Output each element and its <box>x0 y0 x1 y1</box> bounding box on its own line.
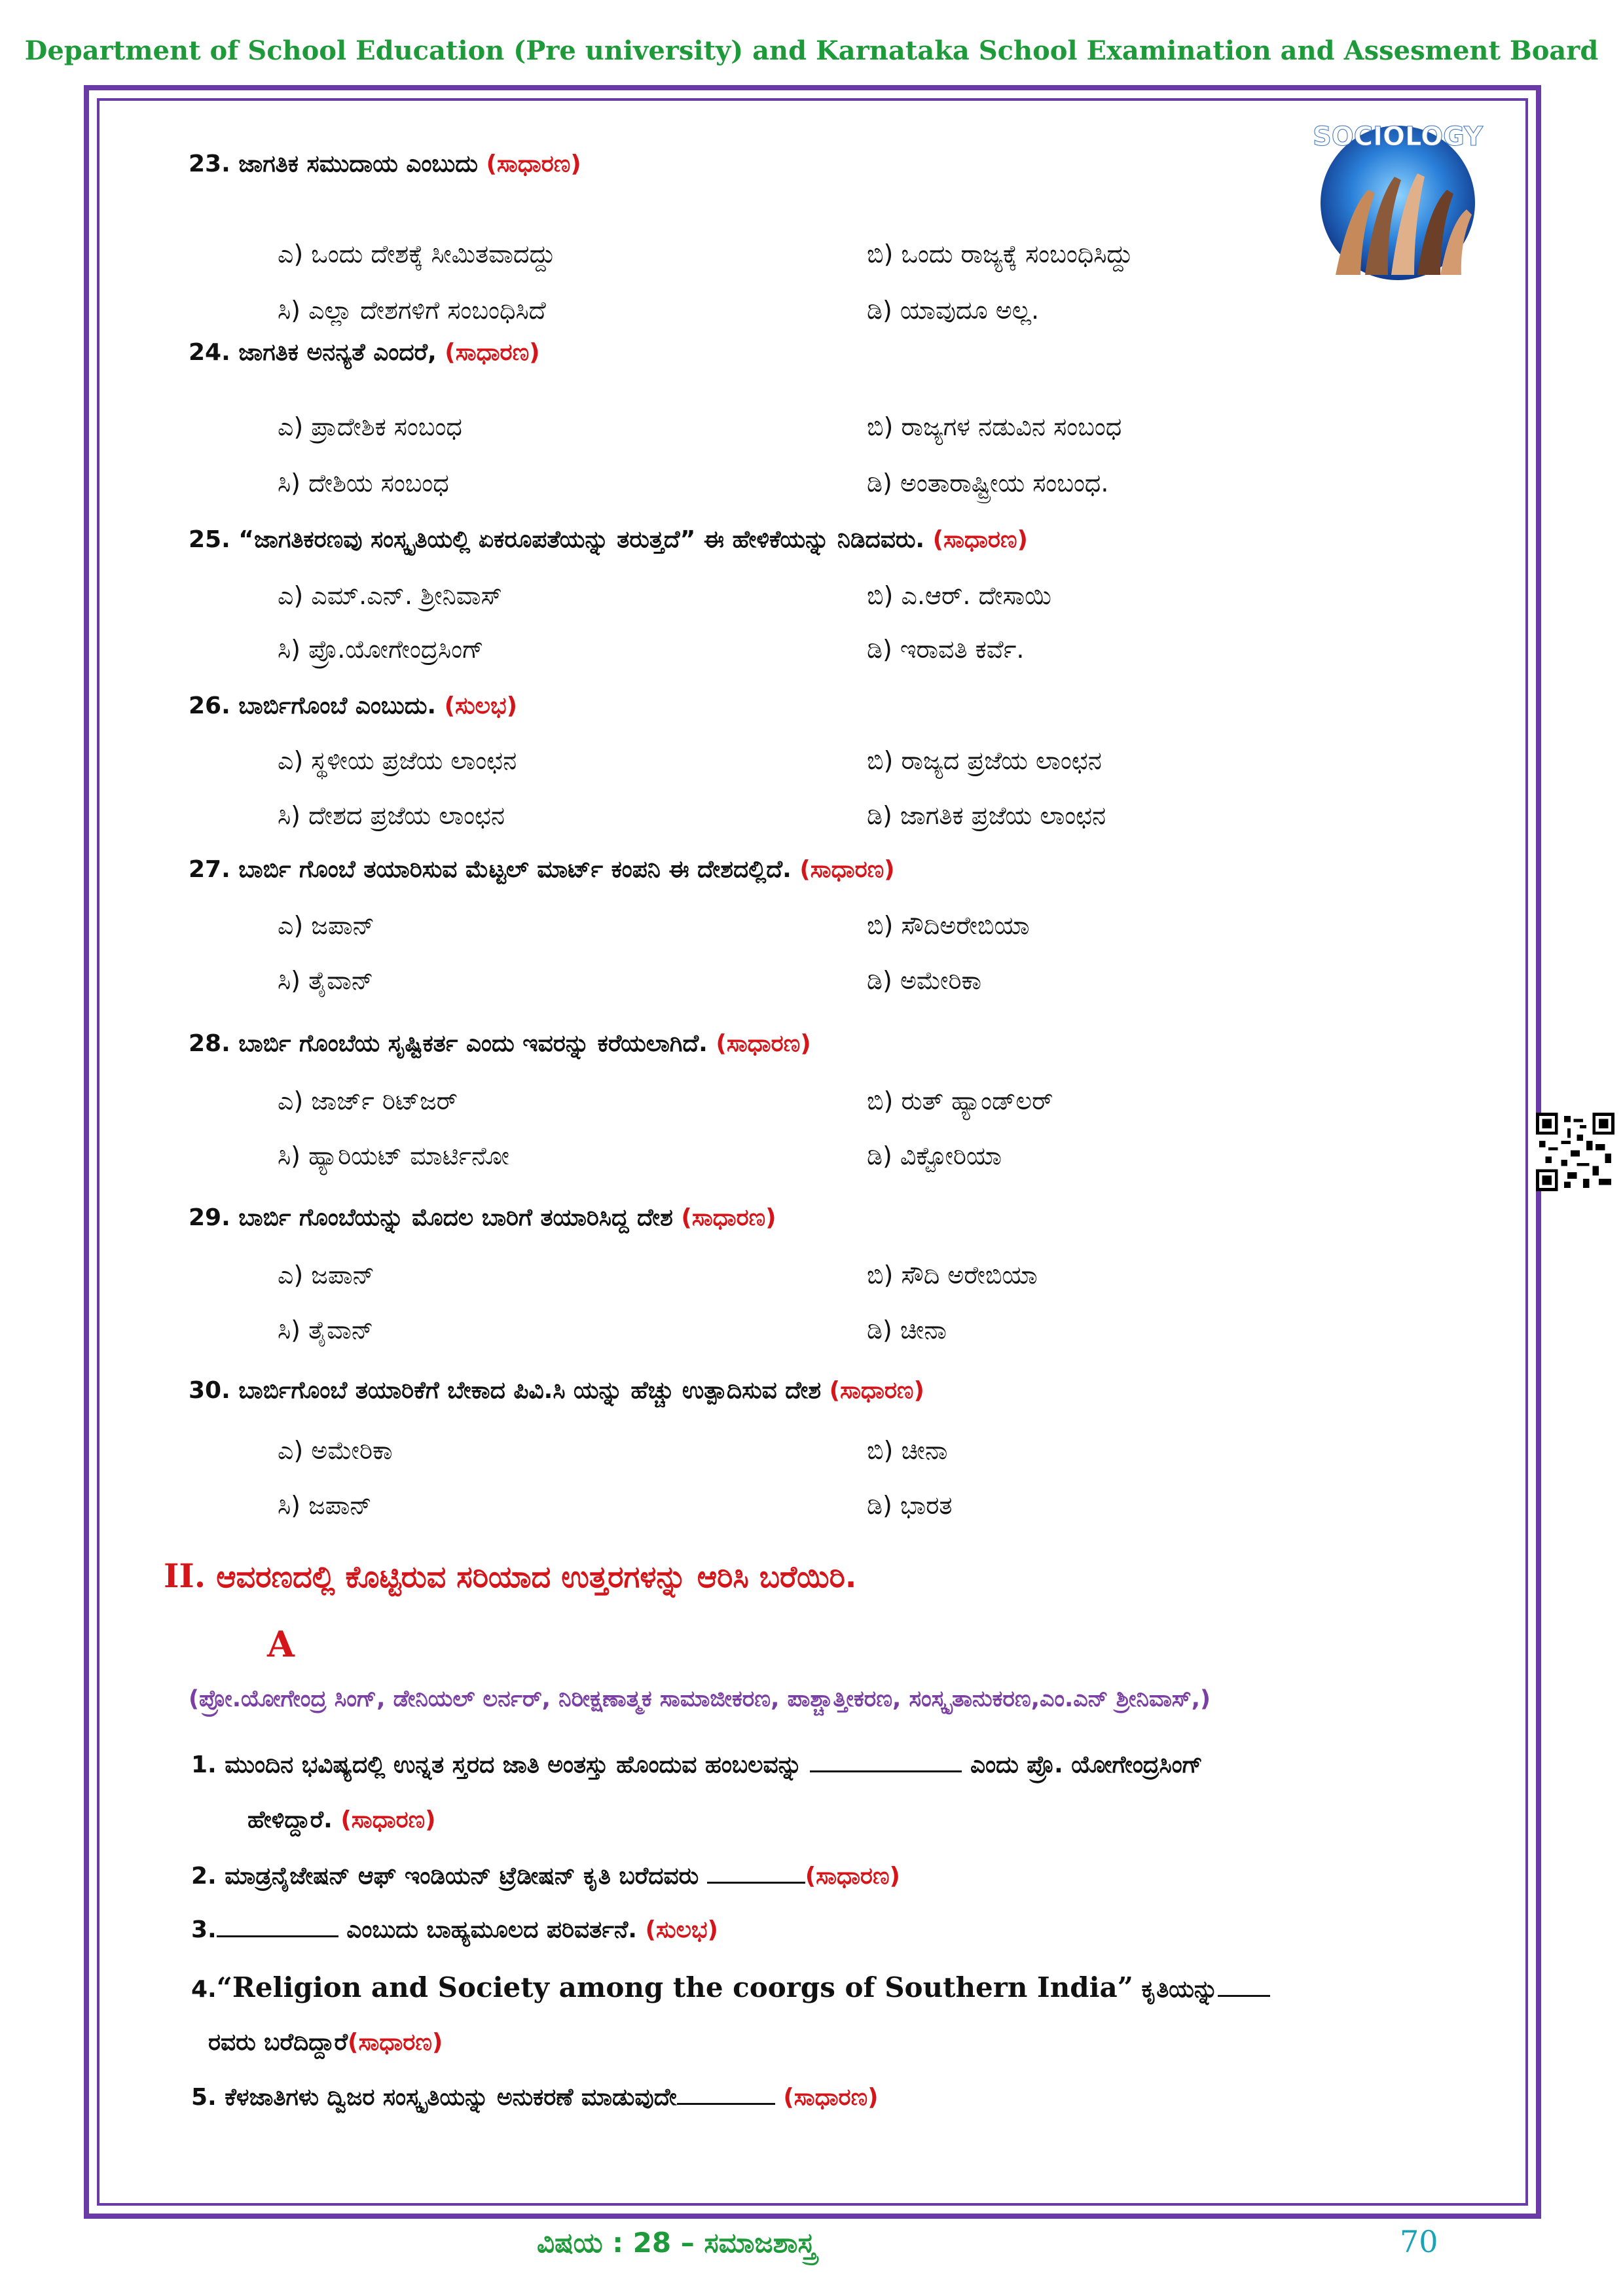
answer-blank <box>217 1935 338 1937</box>
q27-option-d: ಡಿ) ಅಮೇರಿಕಾ <box>867 966 982 995</box>
answer-blank <box>677 2103 775 2105</box>
q24-option-c: ಸಿ) ದೇಶಿಯ ಸಂಬಂಧ <box>278 469 449 497</box>
q27-option-a: ಎ) ಜಪಾನ್ <box>278 911 375 940</box>
sociology-logo <box>1309 111 1486 281</box>
fill-blank-4-cont: ರವರು ಬರೆದಿದ್ದಾರೆ(ಸಾಧಾರಣ) <box>208 2029 443 2056</box>
fill-blank-3: 3. ಎಂಬುದು ಬಾಹ್ಯಮೂಲದ ಪರಿವರ್ತನೆ. (ಸುಲಭ) <box>191 1916 718 1943</box>
fill-blank-2: 2. ಮಾಡ್ರನೈಜೇಷನ್ ಆಫ್ ಇಂಡಿಯನ್ ಟ್ರೆಡೀಷನ್ ಕೃತಿ ಬರೆದವರು (ಸಾಧಾರಣ) <box>191 1863 900 1890</box>
difficulty-label: (ಸುಲಭ) <box>444 692 518 719</box>
fill-blank-1-cont: ಹೇಳಿದ್ದಾರೆ. (ಸಾಧಾರಣ) <box>247 1806 436 1833</box>
question-30: 30. ಬಾರ್ಬಿಗೊಂಬೆ ತಯಾರಿಕೆಗೆ ಬೇಕಾದ ಪಿವಿ.ಸಿ ಯನ್ನು ಹೆಚ್ಚು ಉತ್ಪಾದಿಸುವ ದೇಶ (ಸಾಧಾರಣ) <box>189 1377 924 1404</box>
page-header: Department of School Education (Pre university) and Karnataka School Examination and Assesment Board <box>24 35 1599 66</box>
q29-option-c: ಸಿ) ತೈವಾನ್ <box>278 1316 374 1344</box>
q30-option-d: ಡಿ) ಭಾರತ <box>867 1491 953 1520</box>
question-29: 29. ಬಾರ್ಬಿ ಗೊಂಬೆಯನ್ನು ಮೊದಲ ಬಾರಿಗೆ ತಯಾರಿಸಿದ್ದ ದೇಶ (ಸಾಧಾರಣ) <box>189 1204 776 1231</box>
question-26: 26. ಬಾರ್ಬಿಗೊಂಬೆ ಎಂಬುದು. (ಸುಲಭ) <box>189 692 518 719</box>
q26-option-c: ಸಿ) ದೇಶದ ಪ್ರಜೆಯ ಲಾಂಛನ <box>278 801 505 830</box>
q23-option-a: ಎ) ಒಂದು ದೇಶಕ್ಕೆ ಸೀಮಿತವಾದದ್ದು <box>278 240 556 268</box>
page-number: 70 <box>1400 2224 1438 2259</box>
q26-option-d: ಡಿ) ಜಾಗತಿಕ ಪ್ರಜೆಯ ಲಾಂಛನ <box>867 801 1106 830</box>
q25-option-a: ಎ) ಎಮ್.ಎನ್. ಶ್ರೀನಿವಾಸ್ <box>278 581 503 610</box>
answer-word-list: (ಪ್ರೋ.ಯೋಗೇಂದ್ರ ಸಿಂಗ್, ಡೇನಿಯಲ್ ಲರ್ನರ್, ನಿರೀಕ್ಷಣಾತ್ಮಕ ಸಾಮಾಜೀಕರಣ, ಪಾಶ್ಚಾತ್ತೀಕರಣ, ಸಂಸ್ಕೃತಾನುಕರಣ,ಎಂ.ಎನ್ ಶ್ರೀನಿವಾಸ್,) <box>189 1686 1211 1712</box>
q28-option-c: ಸಿ) ಹ್ಯಾರಿಯಟ್ ಮಾರ್ಟಿನೋ <box>278 1141 510 1170</box>
logo-text: SOCIOLOGY <box>1312 122 1484 152</box>
q25-option-d: ಡಿ) ಇರಾವತಿ ಕರ್ವೆ. <box>867 635 1025 664</box>
qr-code <box>1536 1113 1614 1191</box>
q24-option-a: ಎ) ಪ್ರಾದೇಶಿಕ ಸಂಬಂಧ <box>278 412 462 441</box>
fill-blank-5: 5. ಕೆಳಜಾತಿಗಳು ದ್ವಿಜರ ಸಂಸ್ಕೃತಿಯನ್ನು ಅನುಕರಣೆ ಮಾಡುವುದೇ (ಸಾಧಾರಣ) <box>191 2084 879 2111</box>
q30-option-b: ಬಿ) ಚೀನಾ <box>867 1436 948 1465</box>
question-27: 27. ಬಾರ್ಬಿ ಗೊಂಬೆ ತಯಾರಿಸುವ ಮೆಟ್ಟಲ್ ಮಾರ್ಟ್ ಕಂಪನಿ ಈ ದೇಶದಲ್ಲಿದೆ. (ಸಾಧಾರಣ) <box>189 856 895 883</box>
q30-option-c: ಸಿ) ಜಪಾನ್ <box>278 1491 372 1520</box>
q29-option-b: ಬಿ) ಸೌದಿ ಅರೇಬಿಯಾ <box>867 1261 1038 1289</box>
q23-option-c: ಸಿ) ಎಲ್ಲಾ ದೇಶಗಳಿಗೆ ಸಂಬಂಧಿಸಿದೆ <box>278 296 546 325</box>
answer-blank <box>707 1882 805 1884</box>
question-23: 23. ಜಾಗತಿಕ ಸಮುದಾಯ ಎಂಬುದು (ಸಾಧಾರಣ) <box>189 151 581 177</box>
difficulty-label: (ಸಾಧಾರಣ) <box>716 1030 811 1057</box>
difficulty-label: (ಸಾಧಾರಣ) <box>799 856 895 883</box>
q25-option-c: ಸಿ) ಪ್ರೊ.ಯೋಗೇಂದ್ರಸಿಂಗ್ <box>278 635 484 664</box>
q23-option-b: ಬಿ) ಒಂದು ರಾಜ್ಯಕ್ಕೆ ಸಂಬಂಧಿಸಿದ್ದು <box>867 240 1133 268</box>
section-2-heading: II. ಆವರಣದಲ್ಲಿ ಕೊಟ್ಟಿರುವ ಸರಿಯಾದ ಉತ್ತರಗಳನ್ನು ಆರಿಸಿ ಬರೆಯಿರಿ. <box>164 1556 857 1595</box>
q24-option-b: ಬಿ) ರಾಜ್ಯಗಳ ನಡುವಿನ ಸಂಬಂಧ <box>867 412 1122 441</box>
q24-option-d: ಡಿ) ಅಂತಾರಾಷ್ಟ್ರೀಯ ಸಂಬಂಧ. <box>867 469 1109 497</box>
page-footer: ವಿಷಯ : 28 – ಸಮಾಜಶಾಸ್ತ್ರ <box>537 2227 816 2259</box>
q25-option-b: ಬಿ) ಎ.ಆರ್. ದೇಸಾಯಿ <box>867 581 1051 610</box>
q26-option-a: ಎ) ಸ್ಥಳೀಯ ಪ್ರಜೆಯ ಲಾಂಛನ <box>278 746 517 775</box>
q30-option-a: ಎ) ಅಮೇರಿಕಾ <box>278 1436 393 1465</box>
q28-option-d: ಡಿ) ವಿಕ್ಟೋರಿಯಾ <box>867 1141 1002 1170</box>
subsection-a-label: A <box>267 1623 295 1665</box>
difficulty-label: (ಸಾಧಾರಣ) <box>681 1204 776 1231</box>
question-24: 24. ಜಾಗತಿಕ ಅನನ್ಯತೆ ಎಂದರೆ, (ಸಾಧಾರಣ) <box>189 339 540 366</box>
difficulty-label: (ಸಾಧಾರಣ) <box>829 1377 924 1404</box>
difficulty-label: (ಸಾಧಾರಣ) <box>445 339 540 366</box>
fill-blank-1: 1. ಮುಂದಿನ ಭವಿಷ್ಯದಲ್ಲಿ ಉನ್ನತ ಸ್ತರದ ಜಾತಿ ಅಂತಸ್ತು ಹೊಂದುವ ಹಂಬಲವನ್ನು ಎಂದು ಪ್ರೊ. ಯೋಗೇಂದ್ರಸಿಂಗ್ <box>191 1751 1203 1778</box>
q28-option-b: ಬಿ) ರುತ್ ಹ್ಯಾಂಡ್‌ಲರ್ <box>867 1086 1053 1115</box>
q27-option-b: ಬಿ) ಸೌದಿಅರೇಬಿಯಾ <box>867 911 1030 940</box>
answer-blank <box>1218 1995 1270 1997</box>
q29-option-d: ಡಿ) ಚೀನಾ <box>867 1316 947 1344</box>
answer-blank <box>810 1770 962 1772</box>
question-25: 25. “ಜಾಗತಿಕರಣವು ಸಂಸ್ಕೃತಿಯಲ್ಲಿ ಏಕರೂಪತೆಯನ್ನು ತರುತ್ತದೆ” ಈ ಹೇಳಿಕೆಯನ್ನು ನಿಡಿದವರು. (ಸಾಧಾರಣ) <box>189 526 1028 553</box>
q28-option-a: ಎ) ಜಾರ್ಜ್ ರಿಟ್‌ಜರ್ <box>278 1086 458 1115</box>
q23-option-d: ಡಿ) ಯಾವುದೂ ಅಲ್ಲ. <box>867 296 1040 325</box>
difficulty-label: (ಸಾಧಾರಣ) <box>932 526 1028 553</box>
question-28: 28. ಬಾರ್ಬಿ ಗೊಂಬೆಯ ಸೃಷ್ಟಿಕರ್ತ ಎಂದು ಇವರನ್ನು ಕರೆಯಲಾಗಿದೆ. (ಸಾಧಾರಣ) <box>189 1030 811 1057</box>
difficulty-label: (ಸಾಧಾರಣ) <box>486 151 581 177</box>
q29-option-a: ಎ) ಜಪಾನ್ <box>278 1261 375 1289</box>
q27-option-c: ಸಿ) ತೈವಾನ್ <box>278 966 374 995</box>
q26-option-b: ಬಿ) ರಾಜ್ಯದ ಪ್ರಜೆಯ ಲಾಂಛನ <box>867 746 1102 775</box>
fill-blank-4: 4.“Religion and Society among the coorgs of Southern India” ಕೃತಿಯನ್ನು <box>191 1971 1270 2003</box>
